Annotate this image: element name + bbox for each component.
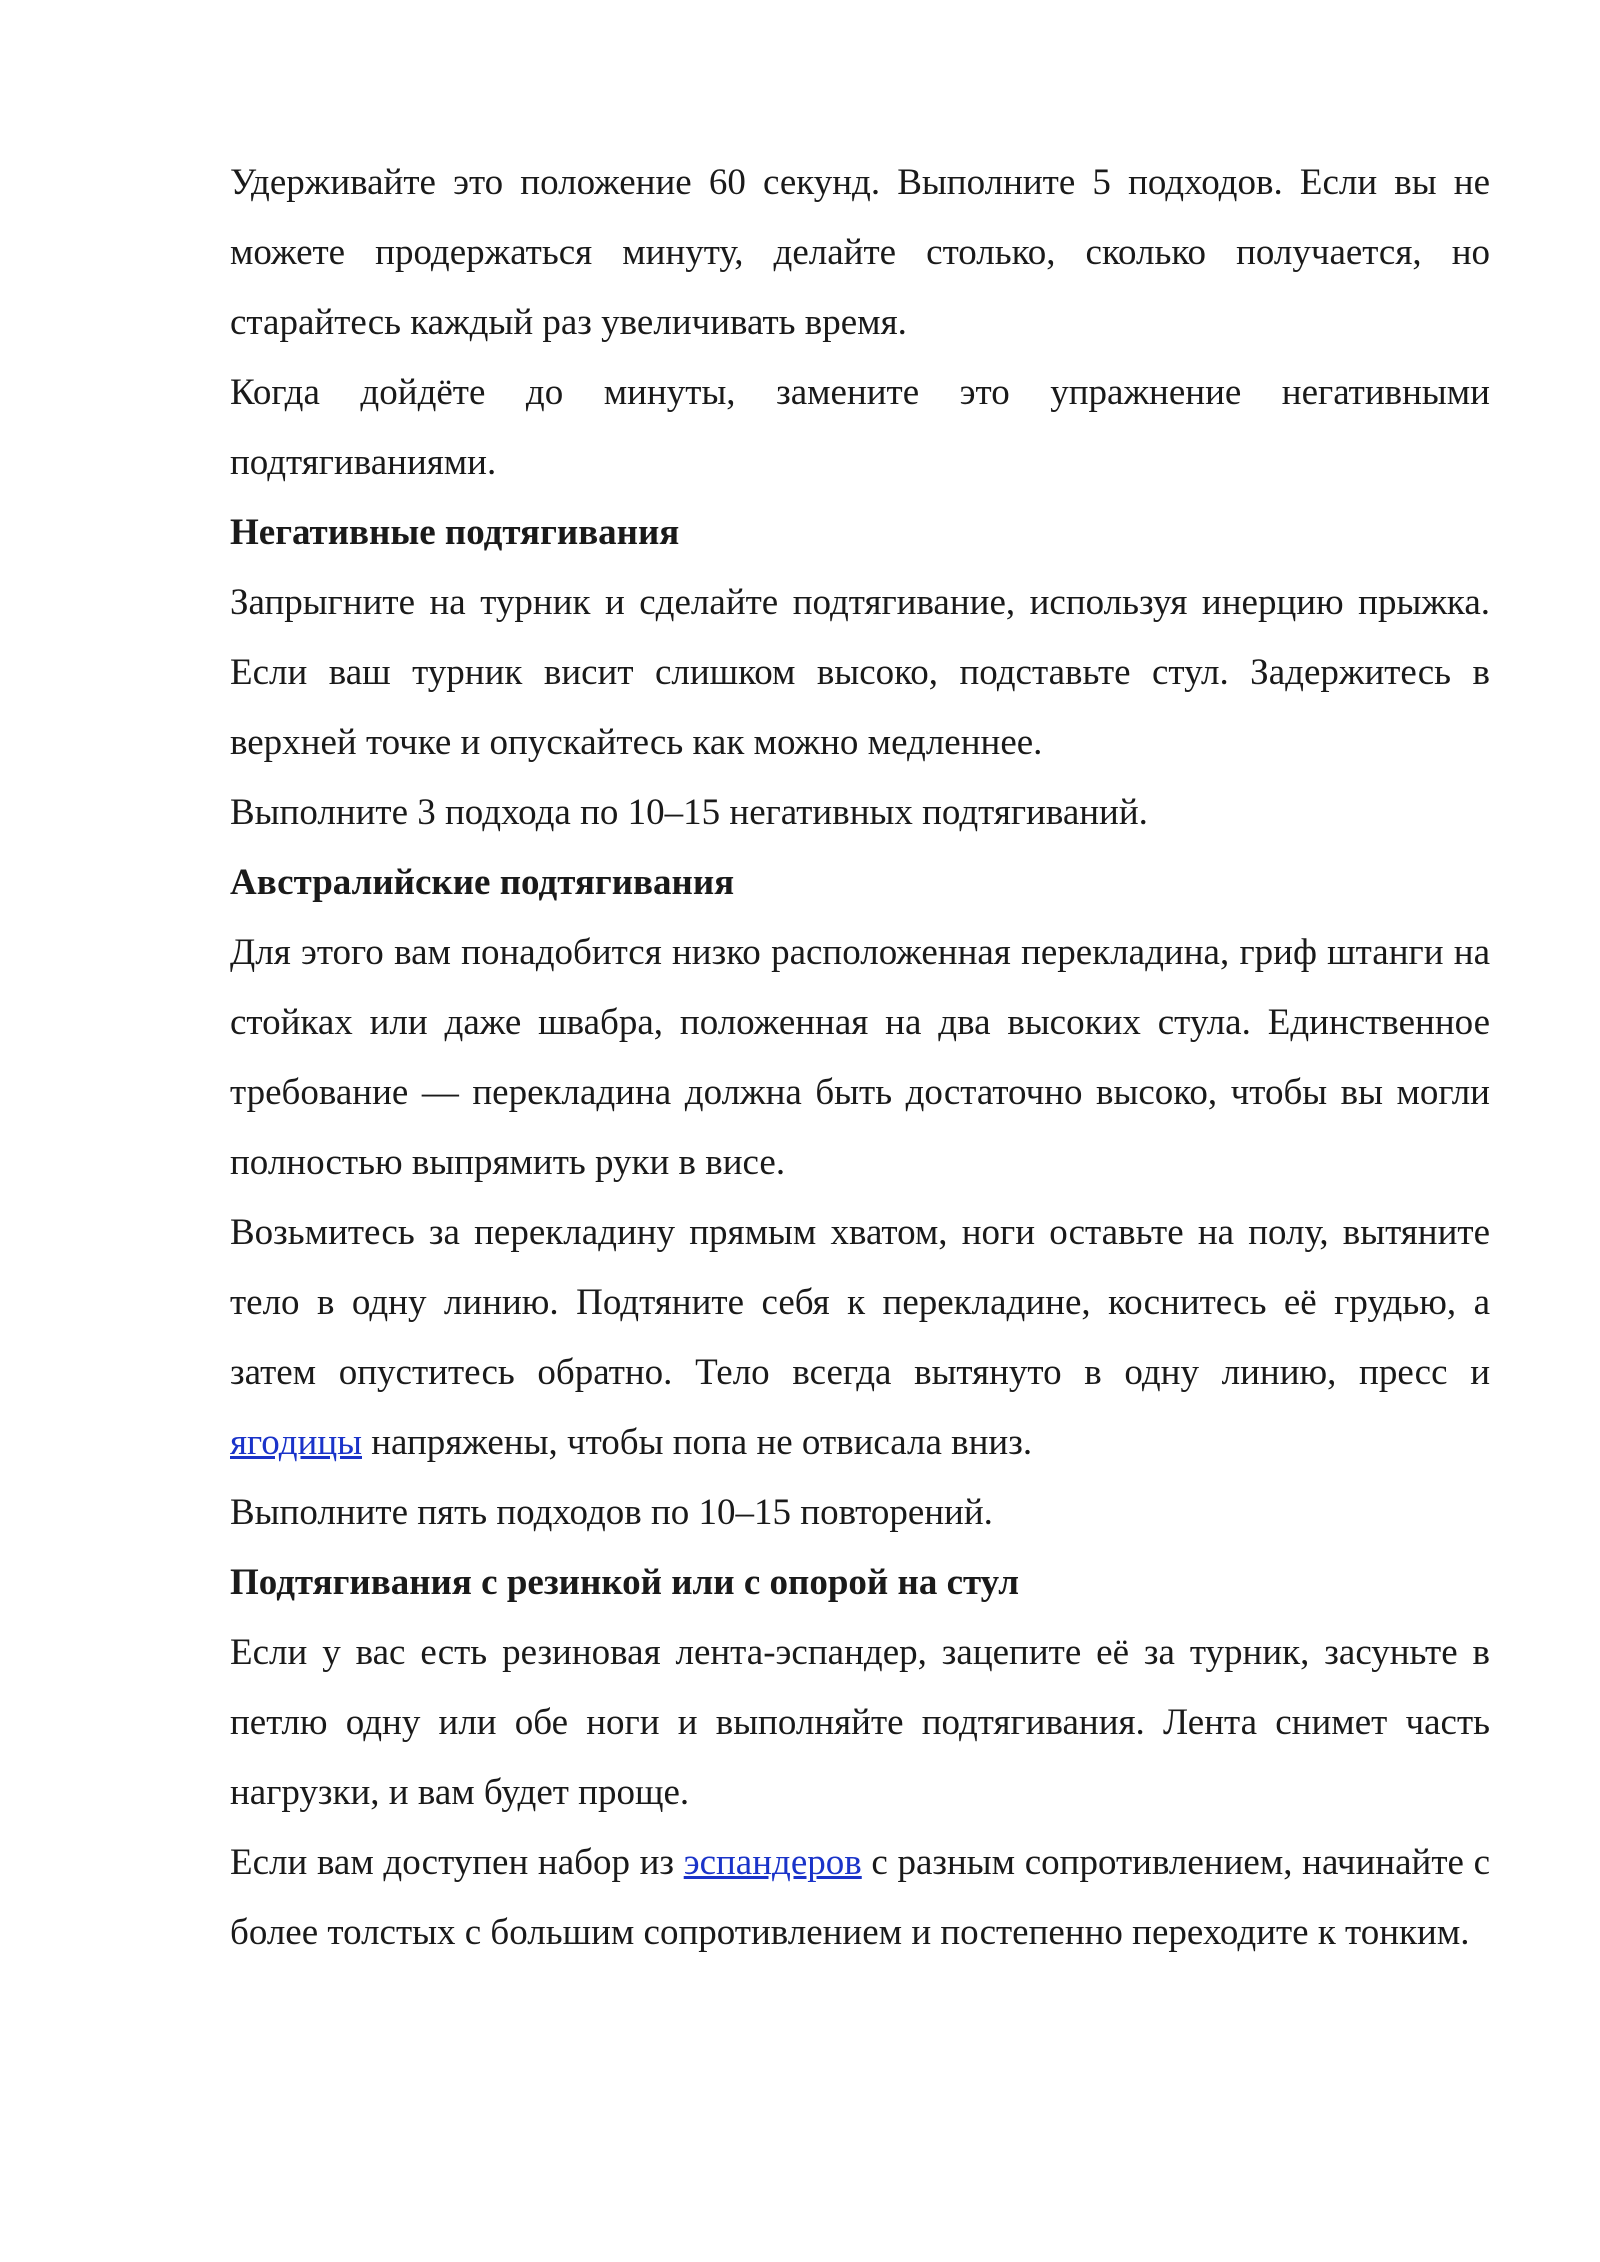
- text-segment: Если вам доступен набор из: [230, 1842, 684, 1883]
- paragraph-band-description: Если у вас есть резиновая лента-эспандер, зацепите её за турник, засуньте в петлю одну или обе ноги и выполняйте подтягивания. Лента снимет часть нагрузки, и вам будет проще.: [230, 1632, 1490, 1813]
- text-segment: напряжены, чтобы попа не отвисала вниз.: [362, 1422, 1033, 1463]
- heading-negative-pullups: Негативные подтягивания: [230, 512, 680, 553]
- paragraph-australian-technique: [230, 1198, 1490, 1478]
- paragraph-band-set: [230, 1828, 1490, 1968]
- paragraph-replace-exercise: Когда дойдёте до минуты, замените это упражнение негативными подтягиваниями.: [230, 372, 1490, 483]
- paragraph-hold-position: Удерживайте это положение 60 секунд. Выполните 5 подходов. Если вы не можете продержаться минуту, делайте столько, сколько получается, но старайтесь каждый раз увеличивать время.: [230, 162, 1490, 343]
- expanders-link[interactable]: эспандеров: [683, 1842, 862, 1883]
- paragraph-negative-sets: Выполните 3 подхода по 10–15 негативных подтягиваний.: [230, 792, 1148, 833]
- paragraph-negative-description: Запрыгните на турник и сделайте подтягивание, используя инерцию прыжка. Если ваш турник висит слишком высоко, подставьте стул. Задержитесь в верхней точке и опускайтесь как можно медленнее.: [230, 582, 1490, 763]
- heading-australian-pullups: Австралийские подтягивания: [230, 862, 735, 903]
- paragraph-australian-sets: Выполните пять подходов по 10–15 повторений.: [230, 1492, 993, 1533]
- paragraph-australian-equipment: Для этого вам понадобится низко расположенная перекладина, гриф штанги на стойках или даже швабра, положенная на два высоких стула. Единственное требование — перекладина должна быть достаточно высоко, чтобы вы могли полностью выпрямить руки в висе.: [230, 932, 1490, 1183]
- heading-band-pullups: Подтягивания с резинкой или с опорой на стул: [230, 1562, 1020, 1603]
- text-segment: с разным сопротивлением, начинайте с более толстых с большим сопротивлением и постепенно переходите к тонким.: [230, 1842, 1490, 1953]
- document-page: [230, 148, 1490, 1968]
- text-segment: Возьмитесь за перекладину прямым хватом, ноги оставьте на полу, вытяните тело в одну линию. Подтяните себя к перекладине, коснитесь её грудью, а затем опуститесь обратно. Тело всегда вытянуто в одну линию, пресс и: [230, 1212, 1490, 1393]
- glutes-link[interactable]: ягодицы: [230, 1422, 362, 1463]
